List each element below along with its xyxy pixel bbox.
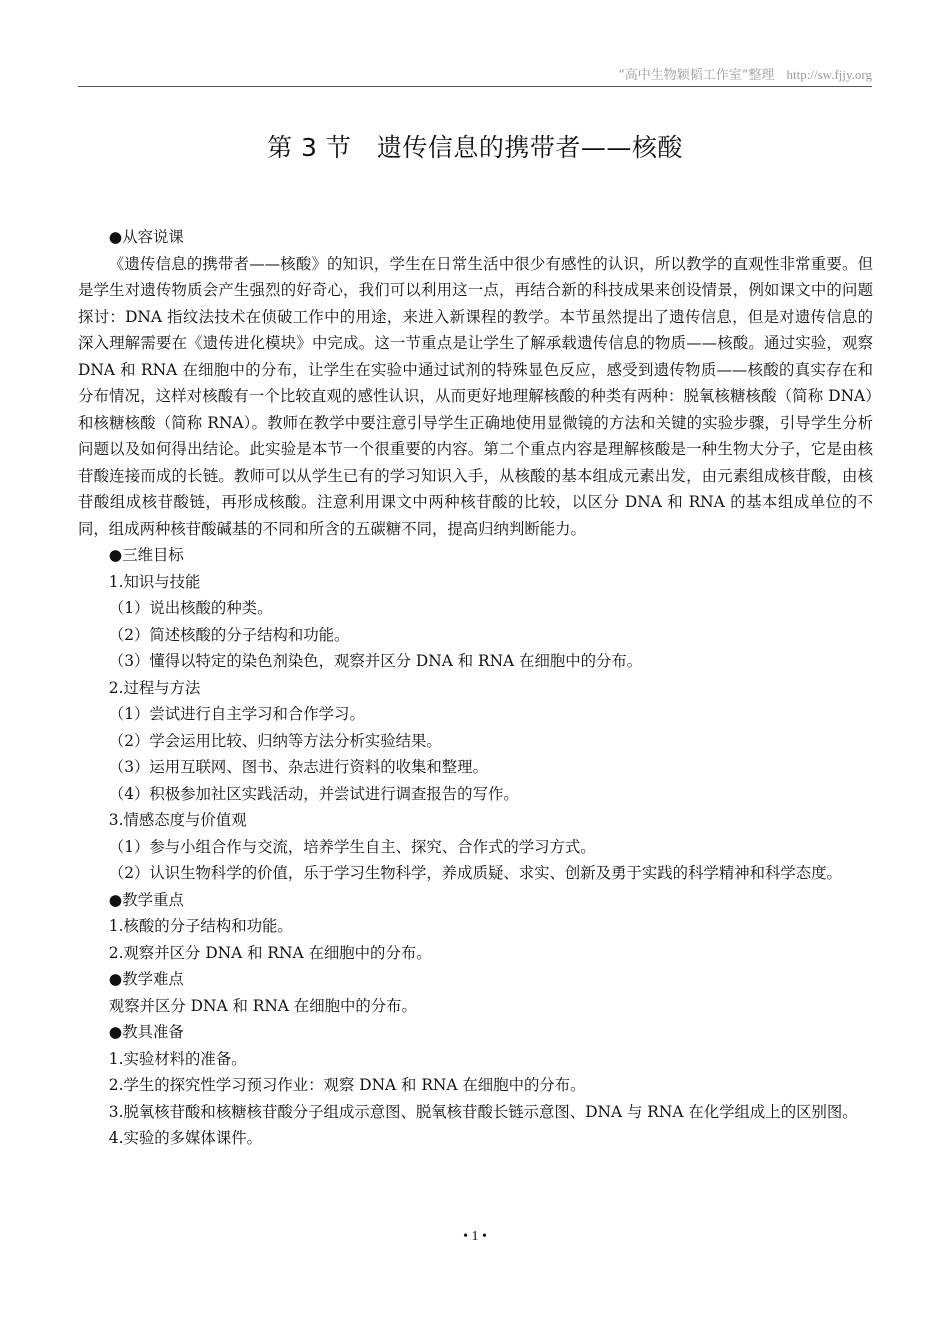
- section-heading-intro: ●从容说课: [108, 228, 184, 246]
- list-item: 1.实验材料的准备。: [108, 1049, 247, 1068]
- list-item: 1.核酸的分子结构和功能。: [108, 917, 293, 935]
- section-heading-difficulty: ●教学难点: [108, 970, 184, 988]
- list-item: 3.脱氧核苷酸和核糖核苷酸分子组成示意图、脱氧核苷酸长链示意图、DNA 与 RNA 在化学组成上的区别图。: [108, 1102, 858, 1121]
- document-body: [78, 224, 873, 1152]
- list-item: （1）说出核酸的种类。: [108, 599, 273, 617]
- goal-subheading-attitude: 3.情感态度与价值观: [108, 811, 247, 829]
- list-item: （4）积极参加社区实践活动，并尝试进行调查报告的写作。: [108, 784, 519, 803]
- list-item: 4.实验的多媒体课件。: [108, 1129, 262, 1147]
- list-item: （2）学会运用比较、归纳等方法分析实验结果。: [108, 731, 442, 750]
- section-heading-preparation: ●教具准备: [108, 1023, 184, 1041]
- list-item: （1）尝试进行自主学习和合作学习。: [108, 705, 365, 723]
- list-item: （3）运用互联网、图书、杂志进行资料的收集和整理。: [108, 758, 488, 776]
- list-item: 2.观察并区分 DNA 和 RNA 在细胞中的分布。: [108, 943, 432, 962]
- header-url: http://sw.fjjy.org: [786, 67, 872, 82]
- difficulty-text: 观察并区分 DNA 和 RNA 在细胞中的分布。: [108, 996, 417, 1015]
- section-heading-key-points: ●教学重点: [108, 890, 184, 909]
- header-studio-name: “高中生物颖韬工作室”整理: [618, 68, 775, 83]
- goal-subheading-process: 2.过程与方法: [108, 678, 201, 697]
- list-item: （2）认识生物科学的价值，乐于学习生物科学，养成质疑、求实、创新及勇于实践的科学精神和科学态度。: [108, 864, 842, 882]
- page-number: • 1 •: [463, 1229, 487, 1244]
- goal-subheading-knowledge: 1.知识与技能: [108, 572, 201, 591]
- list-item: （1）参与小组合作与交流，培养学生自主、探究、合作式的学习方式。: [108, 837, 596, 856]
- page-title: 第 3 节 遗传信息的携带者——核酸: [267, 133, 683, 162]
- list-item: （3）懂得以特定的染色剂染色，观察并区分 DNA 和 RNA 在细胞中的分布。: [108, 652, 643, 670]
- section-heading-goals: ●三维目标: [108, 546, 184, 564]
- list-item: （2）简述核酸的分子结构和功能。: [108, 625, 350, 644]
- list-item: 2.学生的探究性学习预习作业：观察 DNA 和 RNA 在细胞中的分布。: [108, 1076, 586, 1094]
- intro-paragraph: 《遗传信息的携带者——核酸》的知识，学生在日常生活中很少有感性的认识，所以教学的直观性非常重要。但是学生对遗传物质会产生强烈的好奇心，我们可以利用这一点，再结合新的科技成果来创设情景，例如课文中的问题探讨：DNA 指纹法技术在侦破工作中的用途，来进入新课程的教学。本节虽然提出了遗传信息，但是对遗传信息的深入理解需要在《遗传进化模块》中完成。这一节重点是让学生了解承载遗传信息的物质——核酸。通过实验，观察 DNA 和 RNA 在细胞中的分布，让学生在实验中通过试剂的特殊显色反应，感受到遗传物质——核酸的真实存在和分布情况，这样对核酸有一个比较直观的感性认识，从而更好地理解核酸的种类有两种：脱氧核糖核酸（简称 DNA）和核糖核酸（简称 RNA）。教师在教学中要注意引导学生正确地使用显微镜的方法和关键的实验步骤，引导学生分析问题以及如何得出结论。此实验是本节一个很重要的内容。第二个重点内容是理解核酸是一种生物大分子，它是由核苷酸连接而成的长链。教师可以从学生已有的学习知识入手，从核酸的基本组成元素出发，由元素组成核苷酸，由核苷酸组成核苷酸链，再形成核酸。注意利用课文中两种核苷酸的比较，以区分 DNA 和 RNA 的基本组成单位的不同，组成两种核苷酸碱基的不同和所含的五碳糖不同，提高归纳判断能力。: [78, 254, 873, 538]
- page-header: [78, 66, 872, 87]
